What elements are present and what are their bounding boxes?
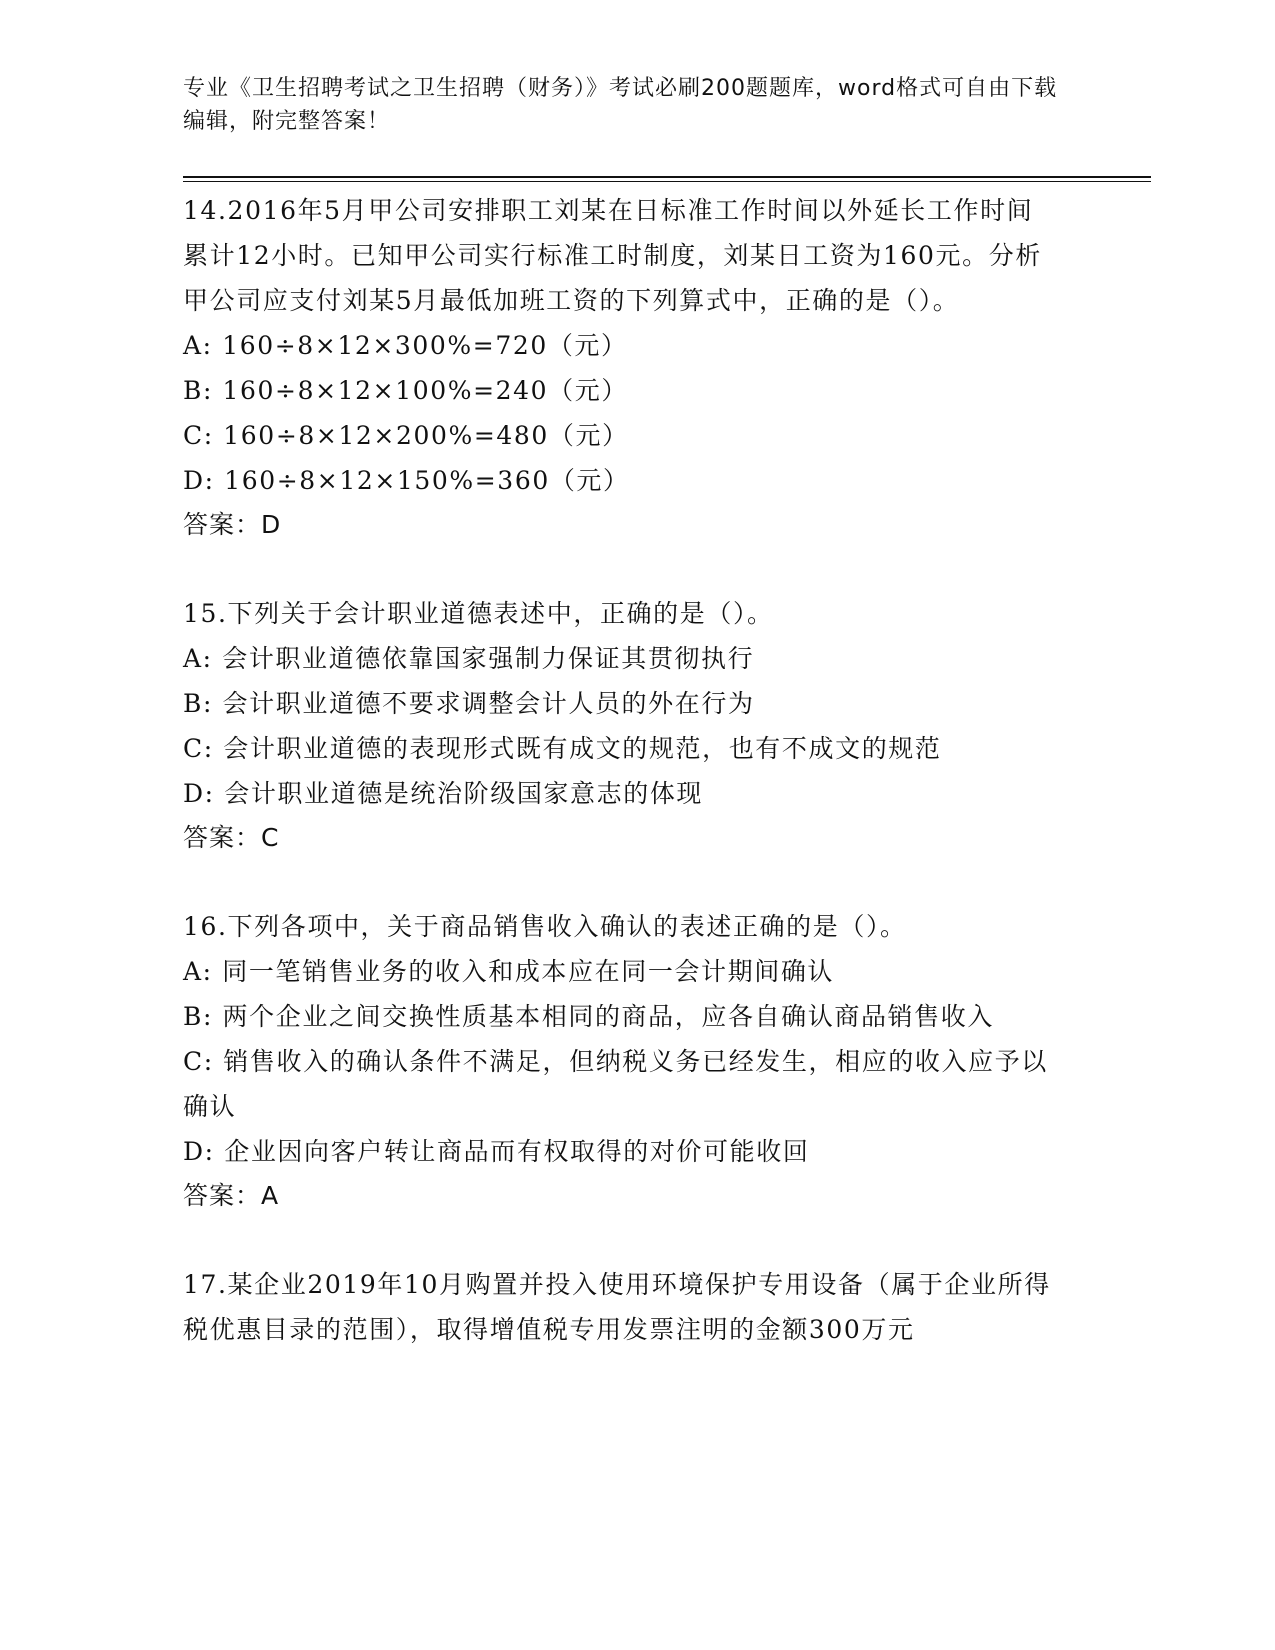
question-stem: 15.下列关于会计职业道德表述中，正确的是（）。 — [183, 599, 774, 628]
option-a: A: 同一笔销售业务的收入和成本应在同一会计期间确认 — [183, 957, 835, 986]
answer: 答案：A — [183, 1181, 280, 1210]
option-c: C: 160÷8×12×200%=480（元） — [183, 421, 629, 450]
document-page — [183, 0, 1151, 1650]
question-17 — [183, 1262, 1151, 1352]
option-a: A: 会计职业道德依靠国家强制力保证其贯彻执行 — [183, 644, 755, 673]
option-d: D: 企业因向客户转让商品而有权取得的对价可能收回 — [183, 1137, 810, 1166]
question-15 — [183, 591, 1151, 860]
option-c: C: 销售收入的确认条件不满足，但纳税义务已经发生，相应的收入应予以确认 — [183, 1047, 1048, 1121]
question-list — [183, 188, 1151, 1396]
answer: 答案：C — [183, 823, 280, 852]
option-c: C: 会计职业道德的表现形式既有成文的规范，也有不成文的规范 — [183, 734, 942, 763]
option-d: D: 160÷8×12×150%=360（元） — [183, 466, 630, 495]
option-b: B: 会计职业道德不要求调整会计人员的外在行为 — [183, 689, 755, 718]
question-stem: 16.下列各项中，关于商品销售收入确认的表述正确的是（）。 — [183, 912, 907, 941]
question-14 — [183, 188, 1151, 547]
answer: 答案：D — [183, 510, 282, 539]
question-stem: 14.2016年5月甲公司安排职工刘某在日标准工作时间以外延长工作时间累计12小时。已知甲公司实行标准工时制度，刘某日工资为160元。分析甲公司应支付刘某5月最低加班工资的下列算式中，正确的是（）。 — [183, 196, 1042, 315]
option-d: D: 会计职业道德是统治阶级国家意志的体现 — [183, 779, 704, 808]
question-stem: 17.某企业2019年10月购置并投入使用环境保护专用设备（属于企业所得税优惠目录的范围），取得增值税专用发票注明的金额300万元 — [183, 1270, 1051, 1344]
option-b: B: 160÷8×12×100%=240（元） — [183, 376, 628, 405]
option-a: A: 160÷8×12×300%=720（元） — [183, 331, 628, 360]
option-b: B: 两个企业之间交换性质基本相同的商品，应各自确认商品销售收入 — [183, 1002, 994, 1031]
document-header: 专业《卫生招聘考试之卫生招聘（财务）》考试必刷200题题库，word格式可自由下载编辑，附完整答案！ — [183, 76, 1058, 134]
header-divider — [183, 176, 1151, 182]
question-16 — [183, 904, 1151, 1218]
